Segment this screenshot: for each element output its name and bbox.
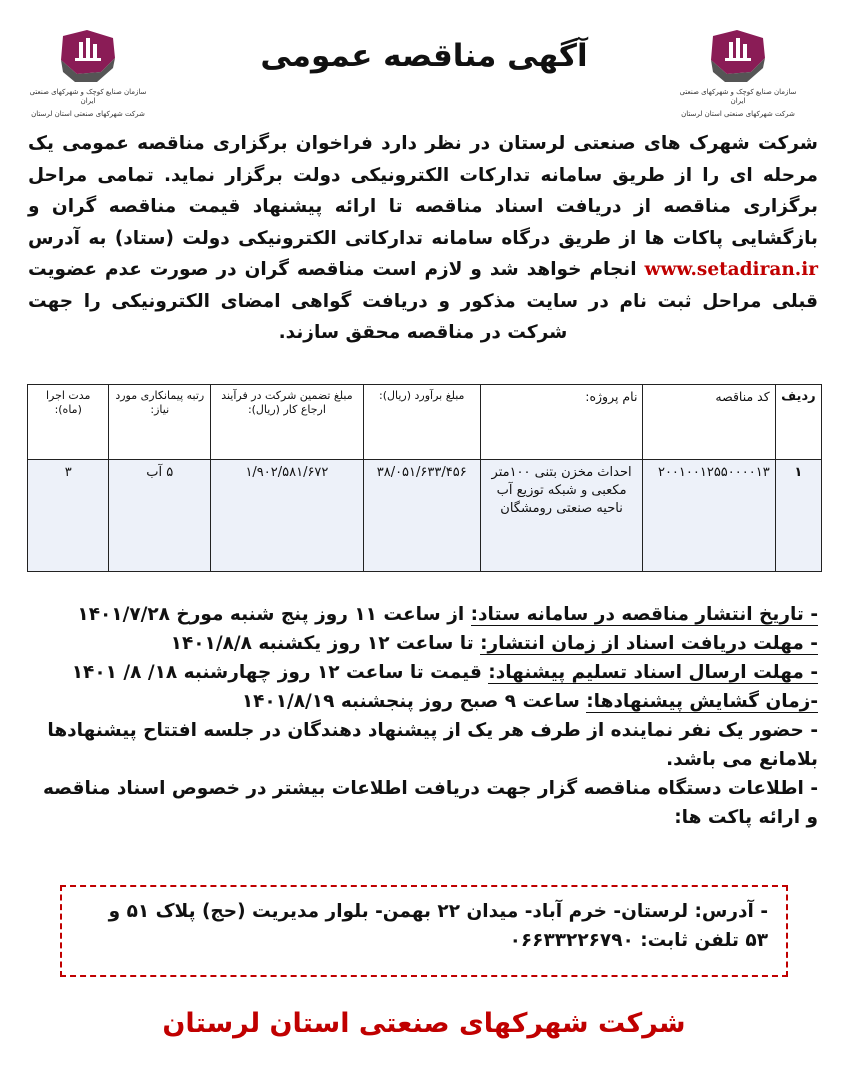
header-grade: رتبه پیمانکاری مورد نیاز: <box>109 385 211 460</box>
cell-code: ۲۰۰۱۰۰۱۲۵۵۰۰۰۰۱۳ <box>643 460 775 572</box>
header-estimate: مبلغ برآورد (ریال): <box>363 385 480 460</box>
intro-text-part1: شرکت شهرک های صنعتی لرستان در نظر دارد فراخوان برگزاری مناقصه عمومی یک مرحله ای را از طریق سامانه تدارکات الکترونیکی دولت برگزار نماید. تمامی مراحل برگزاری مناقصه از دریافت اسناد مناقصه تا ارائه پیشنهاد قیمت مناقصه گران و بازگشایی پاکات ها از طریق درگاه سامانه تدارکاتی الکترونیکی دولت (ستاد) به آدرس <box>28 133 818 249</box>
intro-paragraph <box>28 128 818 349</box>
logo-left <box>28 28 148 118</box>
header-guarantee: مبلغ تضمین شرکت در فرآیند ارجاع کار (ریال): <box>211 385 364 460</box>
publish-date-label: - تاریخ انتشار مناقصه در سامانه ستاد: <box>470 604 818 625</box>
address-box <box>60 885 788 977</box>
cell-estimate: ۳۸/۰۵۱/۶۳۳/۴۵۶ <box>363 460 480 572</box>
cell-row-number: ۱ <box>775 460 821 572</box>
table-header-row <box>28 385 822 460</box>
cell-grade: ۵ آب <box>109 460 211 572</box>
publish-date-value: از ساعت ۱۱ روز پنج شنبه مورخ ۱۴۰۱/۷/۲۸ <box>77 604 465 625</box>
table-row <box>28 460 822 572</box>
cell-duration: ۳ <box>28 460 109 572</box>
header-project: نام پروژه: <box>480 385 643 460</box>
intro-text-part2: انجام خواهد شد و لازم است مناقصه گران در صورت عدم عضویت قبلی مراحل ثبت نام در سایت مذکور و دریافت گواهی امضای الکترونیکی را جهت شرکت در مناقصه محقق سازند. <box>28 259 818 343</box>
industrial-parks-logo-icon <box>707 28 769 84</box>
details-list <box>28 600 818 832</box>
list-item-attendance: - حضور یک نفر نماینده از طرف هر یک از پیشنهاد دهندگان در جلسه افتتاح پیشنهادها بلامانع می باشد. <box>47 720 818 770</box>
address-line2: ۵۳ تلفن ثابت: ۰۶۶۳۳۲۲۶۷۹۰ <box>509 930 768 951</box>
address-line1: - آدرس: لرستان- خرم آباد- میدان ۲۲ بهمن- بلوار مدیریت (حج) پلاک ۵۱ و <box>108 901 768 922</box>
document-deadline-label: - مهلت دریافت اسناد از زمان انتشار: <box>480 633 818 654</box>
logo-caption-line1: سازمان صنایع کوچک و شهرکهای صنعتی ایران <box>29 88 147 105</box>
header-row-number: ردیف <box>775 385 821 460</box>
cell-guarantee: ۱/۹۰۲/۵۸۱/۶۷۲ <box>211 460 364 572</box>
header-duration: مدت اجرا (ماه): <box>28 385 109 460</box>
submission-deadline-value: قیمت تا ساعت ۱۲ روز چهارشنبه ۱۸/ ۸/ ۱۴۰۱ <box>71 662 482 683</box>
list-item-submission-deadline <box>28 658 818 687</box>
submission-deadline-label: - مهلت ارسال اسناد تسلیم پیشنهاد: <box>488 662 818 683</box>
document-deadline-value: تا ساعت ۱۲ روز یکشنبه ۱۴۰۱/۸/۸ <box>170 633 474 654</box>
logo-caption-line2: شرکت شهرکهای صنعتی استان لرستان <box>31 110 145 118</box>
opening-time-value: ساعت ۹ صبح روز پنجشنبه ۱۴۰۱/۸/۱۹ <box>241 691 580 712</box>
logo-caption-line2: شرکت شهرکهای صنعتی استان لرستان <box>681 110 795 118</box>
logo-right <box>678 28 798 118</box>
footer-company-name: شرکت شهرکهای صنعتی استان لرستان <box>162 1008 686 1039</box>
cell-project: احداث مخزن بتنی ۱۰۰متر مکعبی و شبکه توزیع آب ناحیه صنعتی رومشگان <box>480 460 643 572</box>
list-item-contact-info: - اطلاعات دستگاه مناقصه گزار جهت دریافت اطلاعات بیشتر در خصوص اسناد مناقصه و ارائه پاکت ها: <box>42 778 818 828</box>
list-item-publish-date <box>28 600 818 629</box>
website-link[interactable]: www.setadiran.ir <box>644 259 818 280</box>
list-item-opening-time <box>28 687 818 716</box>
logo-caption-line1: سازمان صنایع کوچک و شهرکهای صنعتی ایران <box>679 88 797 105</box>
header-code: کد مناقصه <box>643 385 775 460</box>
industrial-parks-logo-icon <box>57 28 119 84</box>
opening-time-label: -زمان گشایش پیشنهادها: <box>586 691 818 712</box>
tender-table <box>27 384 822 572</box>
page-title: آگهی مناقصه عمومی <box>260 38 588 74</box>
list-item-document-deadline <box>28 629 818 658</box>
